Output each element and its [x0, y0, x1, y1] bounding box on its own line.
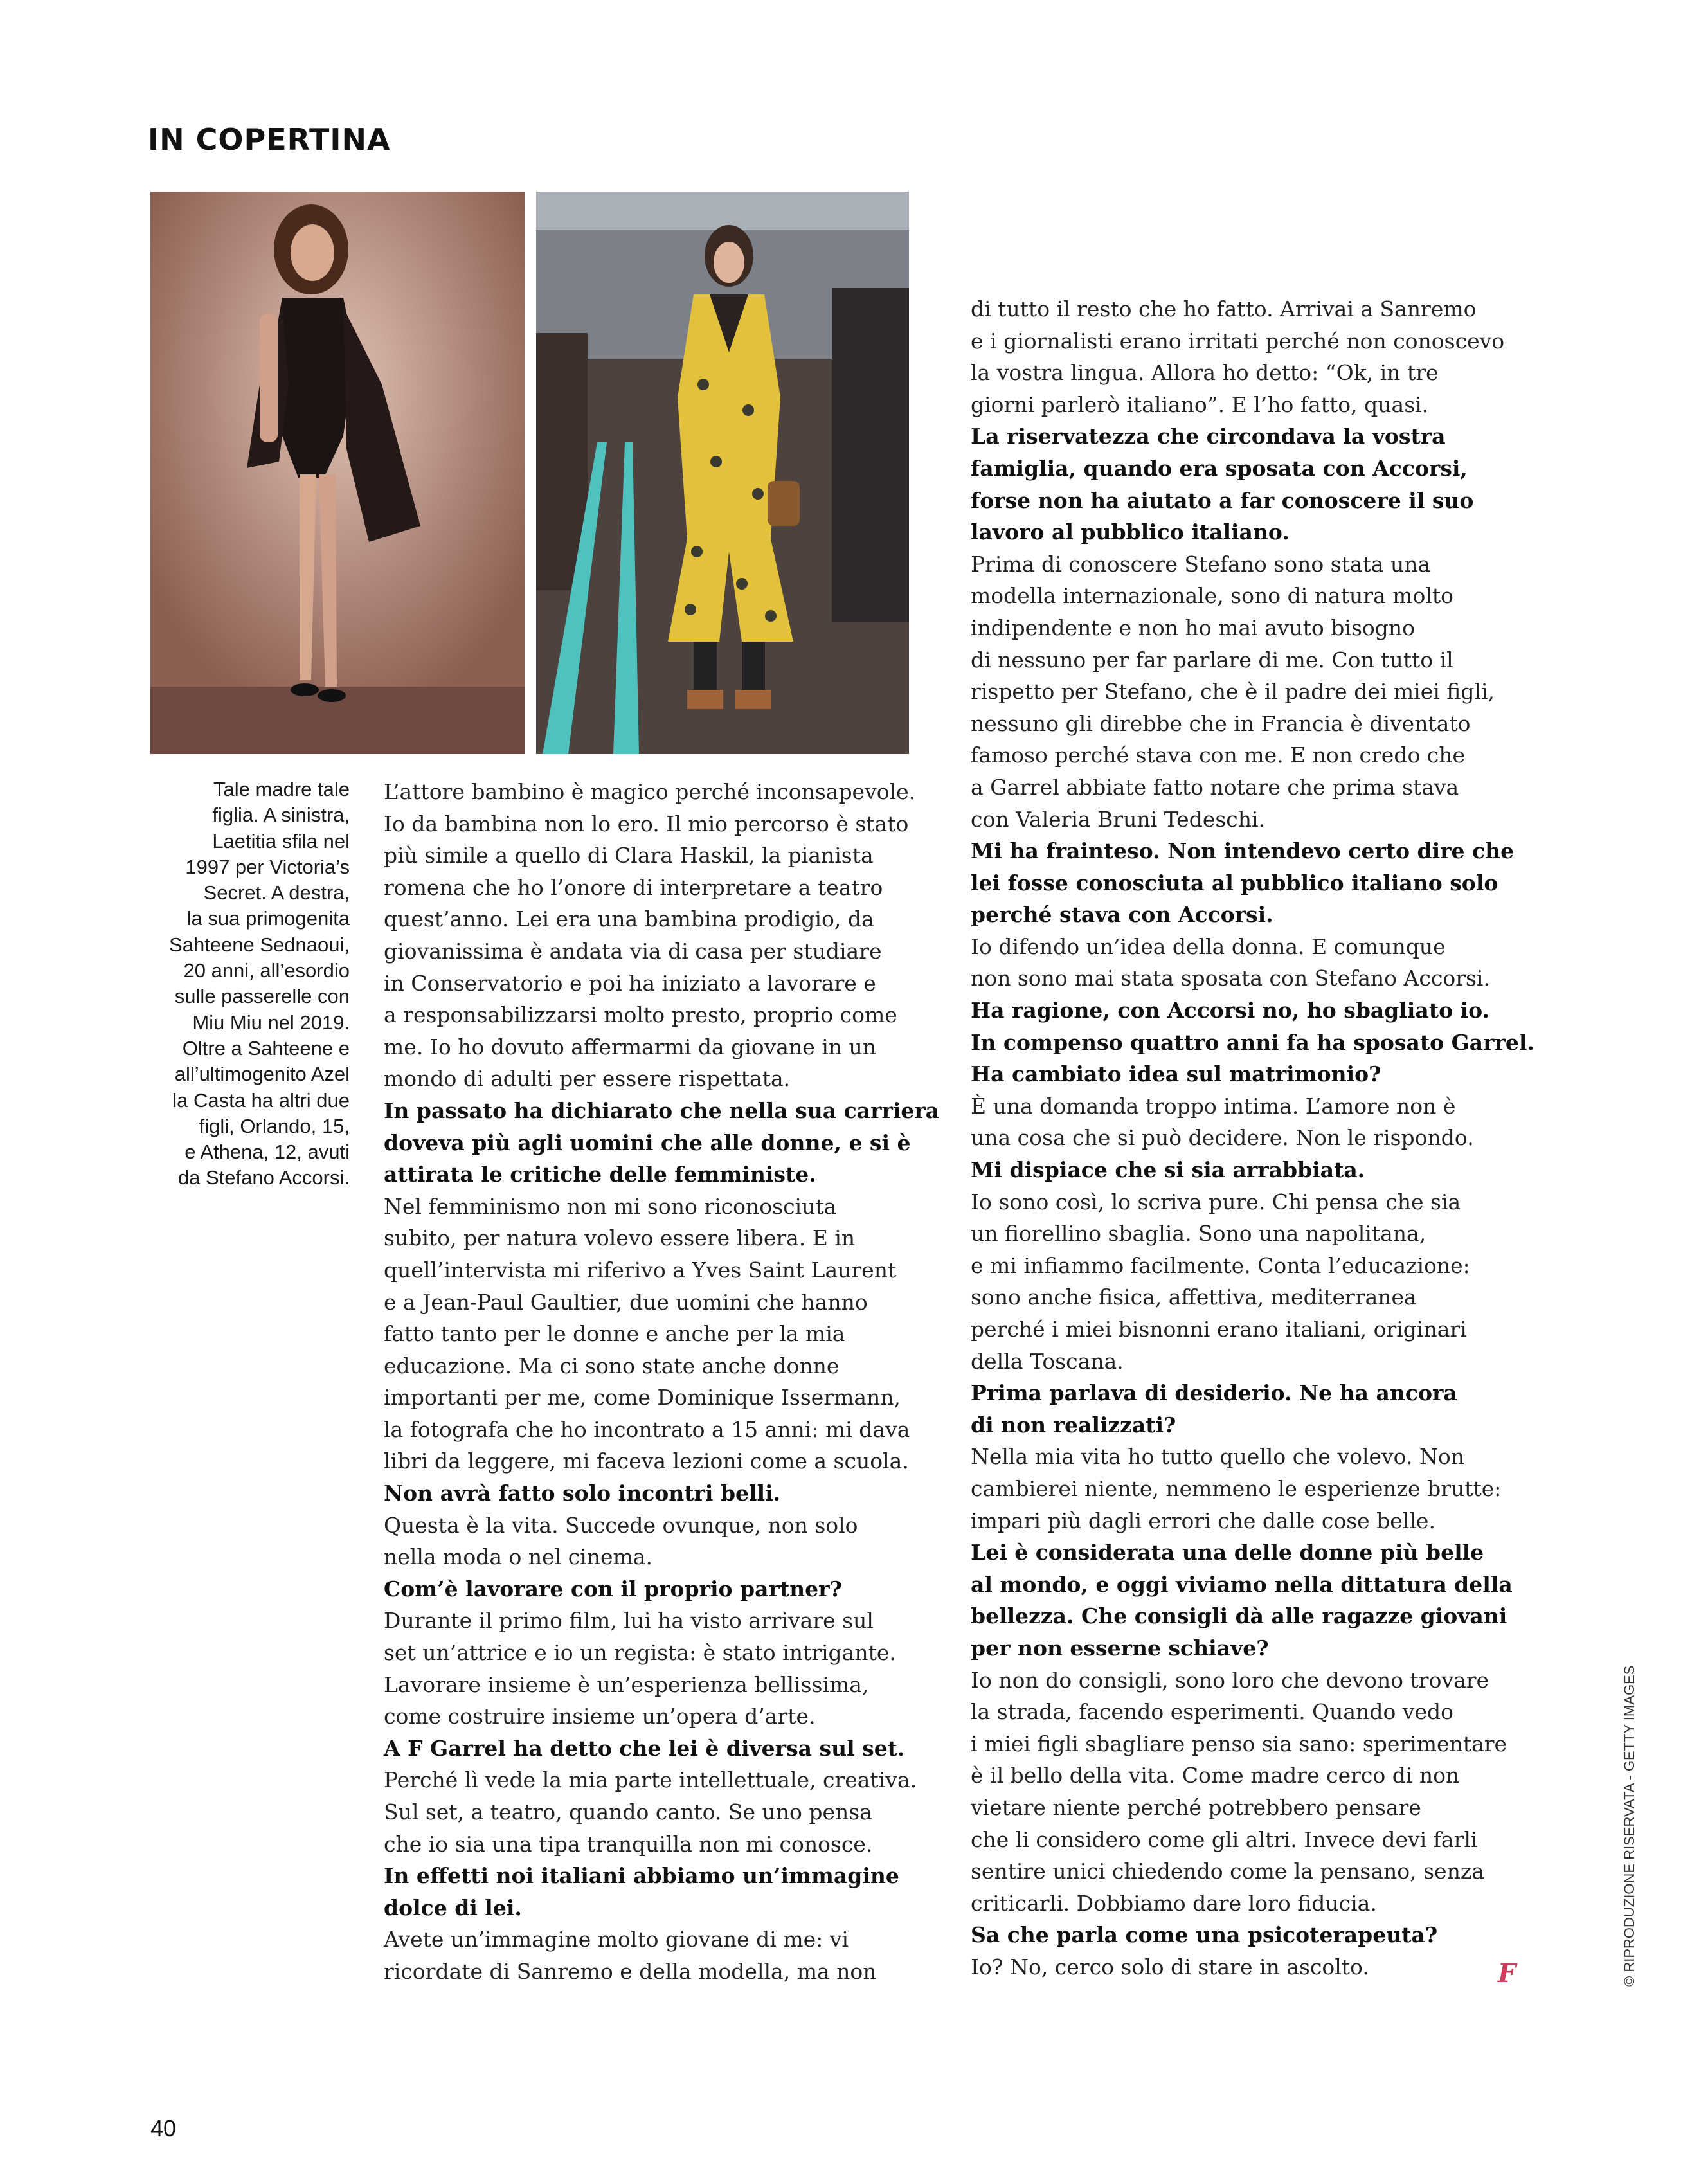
interview-answer-line: a responsabilizzarsi molto presto, proprio come [384, 1002, 897, 1028]
caption-line: la Casta ha altri due [172, 1088, 350, 1112]
interview-question-line: Prima parlava di desiderio. Ne ha ancora [971, 1380, 1457, 1406]
interview-question-line: lei fosse conosciuta al pubblico italiano solo [971, 870, 1498, 896]
caption-line: all’ultimogenito Azel [174, 1063, 350, 1086]
interview-answer-line: Prima di conoscere Stefano sono stata una [971, 551, 1431, 577]
interview-answer-line: libri da leggere, mi faceva lezioni come a scuola. [384, 1448, 909, 1474]
interview-question-line: attirata le critiche delle femministe. [384, 1162, 816, 1187]
interview-answer-line: cambierei niente, nemmeno le esperienze brutte: [971, 1475, 1502, 1501]
interview-answer-line: Io non do consigli, sono loro che devono trovare [971, 1667, 1489, 1693]
interview-answer-line: con Valeria Bruni Tedeschi. [971, 806, 1266, 832]
interview-question-line: A F Garrel ha detto che lei è diversa sul set. [384, 1735, 905, 1761]
interview-answer-line: Sul set, a teatro, quando canto. Se uno pensa [384, 1799, 872, 1825]
interview-answer-line: nella moda o nel cinema. [384, 1544, 652, 1570]
interview-answer-line: e mi infiammo facilmente. Conta l’educazione: [971, 1252, 1470, 1278]
interview-question-line: bellezza. Che consigli dà alle ragazze giovani [971, 1603, 1507, 1629]
interview-question-line: In compenso quattro anni fa ha sposato Garrel. [971, 1029, 1534, 1055]
interview-answer-line: mondo di adulti per essere rispettata. [384, 1066, 791, 1092]
interview-answer-line: romena che ho l’onore di interpretare a teatro [384, 874, 883, 900]
interview-answer-line: set un’attrice e io un regista: è stato intrigante. [384, 1640, 896, 1666]
interview-answer-line: ricordate di Sanremo e della modella, ma non [384, 1958, 877, 1984]
interview-answer-line: Perché lì vede la mia parte intellettuale, creativa. [384, 1767, 917, 1793]
caption-line: 20 anni, all’esordio [183, 959, 350, 982]
interview-answer-line: della Toscana. [971, 1348, 1124, 1374]
interview-question-line: Com’è lavorare con il proprio partner? [384, 1576, 842, 1601]
interview-answer-line: fatto tanto per le donne e anche per la mia [384, 1321, 845, 1347]
interview-answer-line: quell’intervista mi riferivo a Yves Saint Laurent [384, 1257, 897, 1283]
interview-answer-line: me. Io ho dovuto affermarmi da giovane in un [384, 1034, 877, 1059]
interview-answer-line: i miei figli sbagliare penso sia sano: sperimentare [971, 1731, 1507, 1756]
interview-answer-line: Io difendo un’idea della donna. E comunque [971, 933, 1446, 959]
section-heading: IN COPERTINA [148, 122, 391, 157]
interview-answer-line: impari più dagli errori che dalle cose belle. [971, 1508, 1435, 1533]
interview-answer-line: Lavorare insieme è un’esperienza bellissima, [384, 1672, 869, 1697]
interview-question-line: Non avrà fatto solo incontri belli. [384, 1481, 781, 1506]
interview-answer-line: educazione. Ma ci sono state anche donne [384, 1353, 840, 1378]
interview-question-line: lavoro al pubblico italiano. [971, 519, 1290, 545]
page-number: 40 [150, 2115, 177, 2141]
interview-answer-line: e i giornalisti erano irritati perché non conoscevo [971, 328, 1505, 354]
caption-line: da Stefano Accorsi. [177, 1166, 350, 1189]
interview-question-line: Ha ragione, con Accorsi no, ho sbagliato io. [971, 998, 1490, 1023]
interview-answer-line: indipendente e non ho mai avuto bisogno [971, 615, 1416, 640]
interview-question-line: Lei è considerata una delle donne più belle [971, 1540, 1484, 1565]
interview-answer-line: non sono mai stata sposata con Stefano Accorsi. [971, 966, 1490, 991]
interview-answer-line: famoso perché stava con me. E non credo che [971, 743, 1466, 768]
interview-answer-line: È una domanda troppo intima. L’amore non è [971, 1093, 1456, 1119]
interview-answer-line: Avete un’immagine molto giovane di me: vi [384, 1927, 849, 1952]
interview-answer-line: Io? No, cerco solo di stare in ascolto. [971, 1954, 1369, 1979]
interview-question-line: La riservatezza che circondava la vostra [971, 424, 1446, 449]
caption-line: Sahteene Sednaoui, [169, 933, 350, 956]
runway-photo-right [536, 192, 909, 754]
interview-answer-line: in Conservatorio e poi ha iniziato a lavorare e [384, 970, 876, 996]
interview-answer-line: Nel femminismo non mi sono riconosciuta [384, 1193, 837, 1219]
caption-line: Tale madre tale [213, 778, 350, 800]
interview-answer-line: Nella mia vita ho tutto quello che volevo. Non [971, 1444, 1464, 1470]
interview-question-line: forse non ha aiutato a far conoscere il suo [971, 487, 1474, 513]
interview-answer-line: Durante il primo film, lui ha visto arrivare sul [384, 1608, 874, 1634]
caption-line: Secret. A destra, [203, 881, 350, 905]
interview-answer-line: la strada, facendo esperimenti. Quando vedo [971, 1699, 1453, 1725]
interview-answer-line: criticarli. Dobbiamo dare loro fiducia. [971, 1890, 1377, 1916]
interview-answer-line: vietare niente perché potrebbero pensare [971, 1794, 1421, 1820]
end-of-article-mark: F [1498, 1958, 1516, 1988]
caption-line: sulle passerelle con [174, 985, 350, 1008]
interview-answer-line: più simile a quello di Clara Haskil, la pianista [384, 843, 874, 869]
interview-question-line: Ha cambiato idea sul matrimonio? [971, 1061, 1381, 1087]
interview-question-line: Mi dispiace che si sia arrabbiata. [971, 1157, 1365, 1183]
interview-answer-line: e a Jean-Paul Gaultier, due uomini che hanno [384, 1289, 868, 1315]
photo-caption [150, 777, 350, 1191]
interview-answer-line: come costruire insieme un’opera d’arte. [384, 1704, 816, 1729]
caption-line: 1997 per Victoria’s [185, 855, 350, 878]
interview-answer-line: quest’anno. Lei era una bambina prodigio, da [384, 906, 874, 932]
interview-answer-line: di tutto il resto che ho fatto. Arrivai a Sanremo [971, 296, 1477, 321]
interview-answer-line: nessuno gli direbbe che in Francia è diventato [971, 710, 1471, 736]
caption-line: Miu Miu nel 2019. [192, 1011, 350, 1034]
interview-question-line: perché stava con Accorsi. [971, 902, 1273, 928]
interview-answer-line: la vostra lingua. Allora ho detto: “Ok, in tre [971, 360, 1439, 386]
interview-answer-line: che io sia una tipa tranquilla non mi conosce. [384, 1831, 873, 1857]
interview-answer-line: perché i miei bisnonni erano italiani, originari [971, 1317, 1467, 1342]
caption-line: la sua primogenita [186, 907, 350, 930]
interview-answer-line: sentire unici chiedendo come la pensano, senza [971, 1859, 1484, 1884]
interview-question-line: Mi ha frainteso. Non intendevo certo dire che [971, 838, 1515, 864]
caption-line: e Athena, 12, avuti [184, 1141, 350, 1164]
photo-left [150, 192, 525, 754]
interview-question-line: al mondo, e oggi viviamo nella dittatura della [971, 1571, 1513, 1597]
interview-answer-line: un fiorellino sbaglia. Sono una napolitana, [971, 1221, 1426, 1247]
interview-answer-line: giorni parlerò italiano”. E l’ho fatto, quasi. [971, 392, 1429, 417]
interview-answer-line: di nessuno per far parlare di me. Con tutto il [971, 647, 1453, 672]
article-column-middle [384, 776, 940, 1988]
interview-answer-line: importanti per me, come Dominique Issermann, [384, 1385, 901, 1411]
article-column-right [971, 293, 1534, 1983]
interview-answer-line: sono anche fisica, affettiva, mediterranea [971, 1285, 1417, 1310]
interview-answer-line: a Garrel abbiate fatto notare che prima stava [971, 774, 1459, 800]
caption-line: Laetitia sfila nel [212, 829, 350, 852]
interview-answer-line: una cosa che si può decidere. Non le rispondo. [971, 1125, 1474, 1151]
interview-question-line: famiglia, quando era sposata con Accorsi, [971, 455, 1468, 481]
caption-line: figli, Orlando, 15, [199, 1114, 350, 1137]
interview-answer-line: Io sono così, lo scriva pure. Chi pensa che sia [971, 1189, 1461, 1214]
interview-answer-line: è il bello della vita. Come madre cerco di non [971, 1763, 1460, 1789]
interview-question-line: di non realizzati? [971, 1412, 1176, 1438]
interview-answer-line: modella internazionale, sono di natura molto [971, 583, 1453, 609]
interview-answer-line: che li considero come gli altri. Invece devi farli [971, 1826, 1478, 1852]
interview-answer-line: Questa è la vita. Succede ovunque, non solo [384, 1512, 858, 1538]
interview-question-line: per non esserne schiave? [971, 1635, 1269, 1661]
interview-answer-line: giovanissima è andata via di casa per studiare [384, 938, 882, 964]
interview-answer-line: subito, per natura volevo essere libera. E in [384, 1225, 856, 1251]
interview-question-line: dolce di lei. [384, 1895, 522, 1920]
photo-right [536, 192, 909, 754]
caption-line: Oltre a Sahteene e [182, 1036, 350, 1059]
caption-line: figlia. A sinistra, [212, 804, 350, 827]
runway-photo-left [150, 192, 525, 754]
interview-question-line: In effetti noi italiani abbiamo un’immagine [384, 1863, 899, 1889]
photo-credit: © RIPRODUZIONE RISERVATA - GETTY IMAGES [1621, 1665, 1637, 1987]
interview-question-line: doveva più agli uomini che alle donne, e si è [384, 1130, 911, 1155]
interview-answer-line: Io da bambina non lo ero. Il mio percorso è stato [384, 811, 909, 836]
interview-answer-line: rispetto per Stefano, che è il padre dei miei figli, [971, 679, 1495, 705]
interview-answer-line: L’attore bambino è magico perché inconsapevole. [384, 779, 916, 804]
interview-question-line: Sa che parla come una psicoterapeuta? [971, 1922, 1438, 1948]
interview-answer-line: la fotografa che ho incontrato a 15 anni: mi dava [384, 1416, 910, 1442]
interview-question-line: In passato ha dichiarato che nella sua carriera [384, 1097, 940, 1123]
